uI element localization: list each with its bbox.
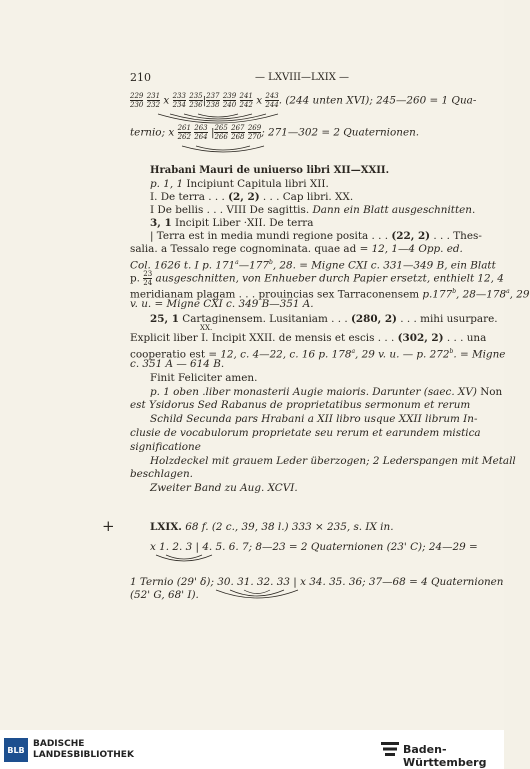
cross-mark: + [102,517,115,535]
text-line: 3, 1 Incipit Liber ·XII. De terra [150,217,314,229]
collation-line-1: $\frac{229}{230}$ $\frac{231}{232}$ x $\frac{233}{234}$ $\frac{235}{236}$ | $\frac{237}{238}$ $\frac{239}{240}$ $\frac{241}{242}$ x $\frac{243}{244}$ . (244 unten XVI); 245—260 = 1 Qua- [130,92,477,109]
fraction: $\frac{23}{24}$ [143,270,153,287]
text-line: meridianam plagam . . . prouincias sex Tarraconensem p.177$^b$, 28—178$^a$, 29 [130,288,530,301]
text-line: clusie de vocabulorum proprietate seu rerum et earundem mistica [130,427,481,439]
fraction: $\frac{267}{268}$ [231,124,245,141]
fraction: $\frac{263}{264}$ [194,124,208,141]
text-line: est Ysidorus Sed Rabanus de proprietatibus sermonum et rerum [130,399,471,411]
text-line: c. 351 A — 614 B. [130,358,225,370]
text-line: Holzdeckel mit grauem Leder überzogen; 2 Lederspangen mit Metall [150,455,516,467]
fraction: $\frac{261}{262}$ [177,124,191,141]
text-line: beschlagen. [130,468,193,480]
text-line: significatione [130,441,201,453]
superscript-note: XX. [200,324,213,332]
fraction: $\frac{229}{230}$ [130,92,144,109]
fraction: $\frac{243}{244}$ [265,92,279,109]
text-line: v. u. = Migne CXI c. 349 B—351 A. [130,298,314,310]
fraction: $\frac{239}{240}$ [222,92,237,109]
fraction: $\frac{235}{236}$ [189,92,203,109]
text-line: salia. a Tessalo rege cognominata. quae ad = 12, 1—4 Opp. ed. [130,243,463,255]
text-line: p. 1 oben .liber monasterii Augie maioris. Darunter (saec. XV) Non [150,386,503,398]
text-line: I. De terra . . . (2, 2) . . . Cap libri. XX. [150,191,354,203]
text-line: | Terra est in media mundi regione posita . . . (22, 2) . . . Thes- [150,230,482,242]
text-line: (52' G, 68' I). [130,589,199,601]
text-line: Finit Feliciter amen. [150,372,258,384]
text-line: Zweiter Band zu Aug. XCVI. [150,482,298,494]
blb-logo: BLB [4,738,28,762]
text-line: Schild Secunda pars Hrabani a XII libro usque XXII librum In- [150,413,478,425]
text-line: I De bellis . . . VIII De sagittis. Dann ein Blatt ausgeschnitten. [150,204,476,216]
binding-arcs-3 [154,553,214,567]
text-line: 25, 1 Cartaginensem. Lusitaniam . . . (280, 2) . . . mihi usurpare. [150,313,498,325]
binding-arcs-2 [178,144,268,158]
fraction: $\frac{265}{266}$ [214,124,228,141]
state-name: Baden-Württemberg [403,743,487,769]
entry-heading: LXIX. 68 f. (2 c., 39, 38 l.) 333 × 235, s. IX in. [150,521,394,533]
running-head: — LXVIII—LXIX — [255,72,350,83]
text-line: x 1. 2. 3 | 4. 5. 6. 7; 8—23 = 2 Quaternionen (23' C); 24—29 = [150,541,478,553]
fraction: $\frac{231}{232}$ [146,92,161,109]
fraction: $\frac{269}{270}$ [247,124,262,141]
fraction: $\frac{237}{238}$ [206,92,220,109]
binding-arcs-4 [214,588,300,606]
fraction: $\frac{241}{242}$ [239,92,253,109]
text-line: Col. 1626 t. I p. 171$^a$—177$^b$, 28. = Migne CXI c. 331—349 B, ein Blatt [130,259,496,272]
library-name: BADISCHE LANDESBIBLIOTHEK [33,739,134,760]
page-number: 210 [130,71,151,84]
collation-line-2: ternio; x $\frac{261}{262}$ $\frac{263}{264}$ | $\frac{265}{266}$ $\frac{267}{268}$ $\frac{269}{270}$ ; 271—302 = 2 Quaternionen. [130,124,420,141]
text-line: p. $\frac{23}{24}$ ausgeschnitten, von Enhueber durch Papier ersetzt, enthielt 12, 4 [130,270,504,287]
footer-bar [0,730,504,769]
state-lions-icon [380,739,400,759]
fraction: $\frac{233}{234}$ [172,92,186,109]
text-line: 1 Ternio (29' δ); 30. 31. 32. 33 | x 34. 35. 36; 37—68 = 4 Quaternionen [130,576,504,588]
text-line: Explicit liber I. Incipit XXII. de mensis et escis . . . (302, 2) . . . una [130,332,487,344]
section-title: Hrabani Mauri de uniuerso libri XII—XXII. [150,165,390,176]
text-line: cooperatio est = 12, c. 4—22, c. 16 p. 178$^a$, 29 v. u. — p. $272^b$. = Migne [130,348,506,361]
text-line: p. 1, 1 Incipiunt Capitula libri XII. [150,178,329,190]
